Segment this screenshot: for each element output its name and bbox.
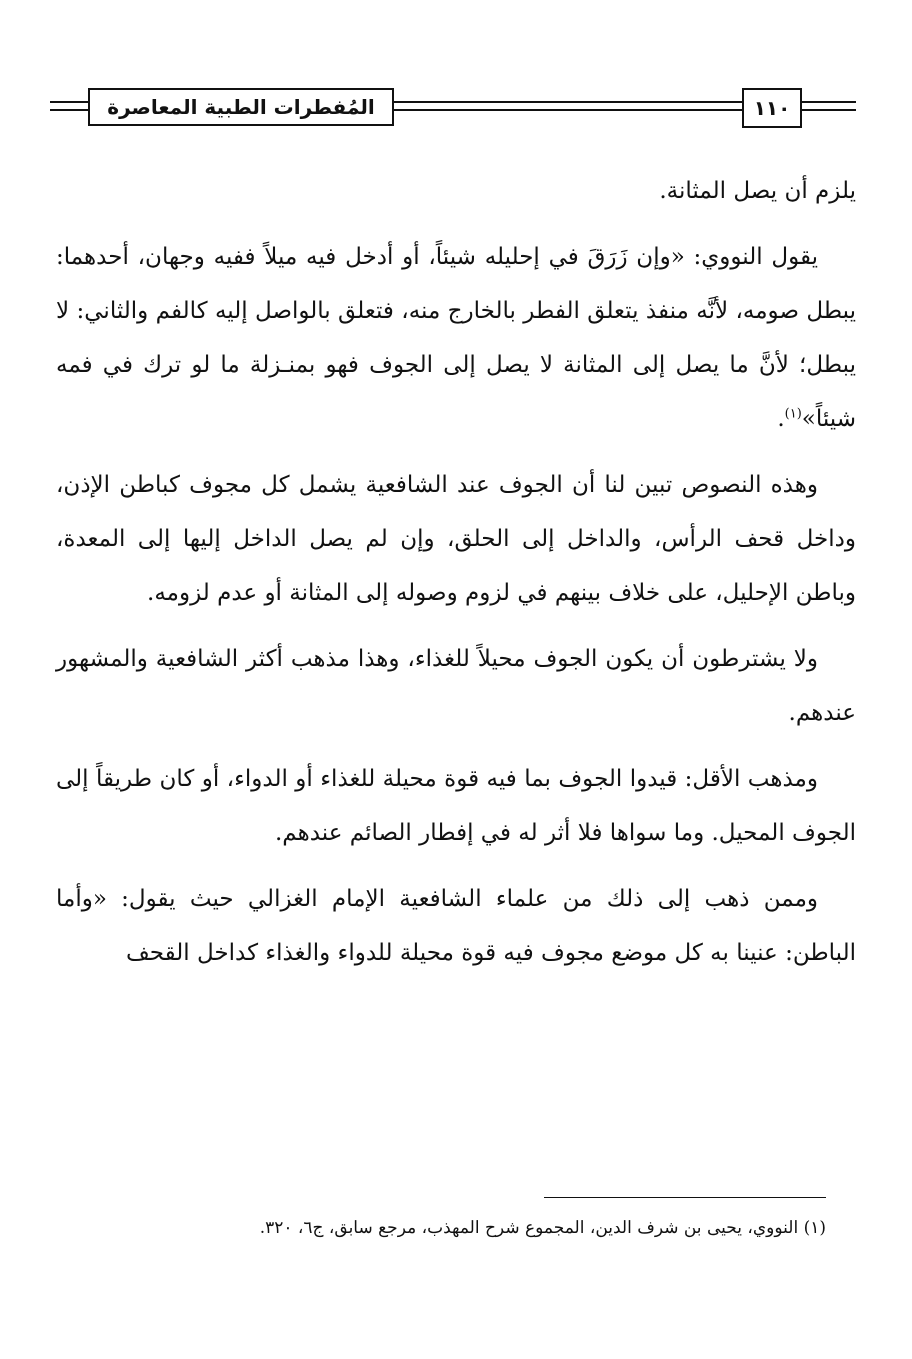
- footnote-separator: [544, 1197, 826, 1198]
- paragraph-1: يلزم أن يصل المثانة.: [659, 178, 856, 204]
- body-text: [56, 164, 856, 992]
- paragraph-5: ومذهب الأقل: قيدوا الجوف بما فيه قوة محيلة للغذاء أو الدواء، أو كان طريقاً إلى الجوف المحيل. وما سواها فلا أثر له في إفطار الصائم عندهم.: [56, 766, 856, 846]
- paragraph-2: يقول النووي: «وإن زَرَقَ في إحليله شيئاً، أو أدخل فيه ميلاً ففيه وجهان، أحدهما: يبطل صومه، لأنَّه منفذ يتعلق الفطر بالخارج منه، فتعلق بالواصل إليه كالفم والثاني: لا يبطل؛ لأنَّ ما يصل إلى المثانة لا يصل إلى الجوف فهو بمنـزلة ما لو ترك في فمه شيئاً»$^{(١)}$.: [56, 244, 856, 432]
- paragraph-3: وهذه النصوص تبين لنا أن الجوف عند الشافعية يشمل كل مجوف كباطن الإذن، وداخل قحف الرأس، والداخل إلى الحلق، وإن لم يصل الداخل إليها إلى المعدة، وباطن الإحليل، على خلاف بينهم في لزوم وصوله إلى المثانة أو عدم لزومه.: [56, 472, 856, 606]
- footnote: (١) النووي، يحيى بن شرف الدين، المجموع شرح المهذب، مرجع سابق، ج٦، ٣٢٠.: [259, 1218, 826, 1238]
- book-title: المُفطرات الطبية المعاصرة: [88, 88, 394, 126]
- footnote-ref[interactable]: (١): [784, 406, 802, 422]
- running-header: [50, 84, 856, 128]
- page-number: ١١٠: [742, 88, 802, 128]
- paragraph-6: وممن ذهب إلى ذلك من علماء الشافعية الإمام الغزالي حيث يقول: «وأما الباطن: عنينا به كل موضع مجوف فيه قوة محيلة للدواء والغذاء كداخل القحف: [56, 886, 856, 966]
- paragraph-4: ولا يشترطون أن يكون الجوف محيلاً للغذاء، وهذا مذهب أكثر الشافعية والمشهور عندهم.: [56, 646, 856, 726]
